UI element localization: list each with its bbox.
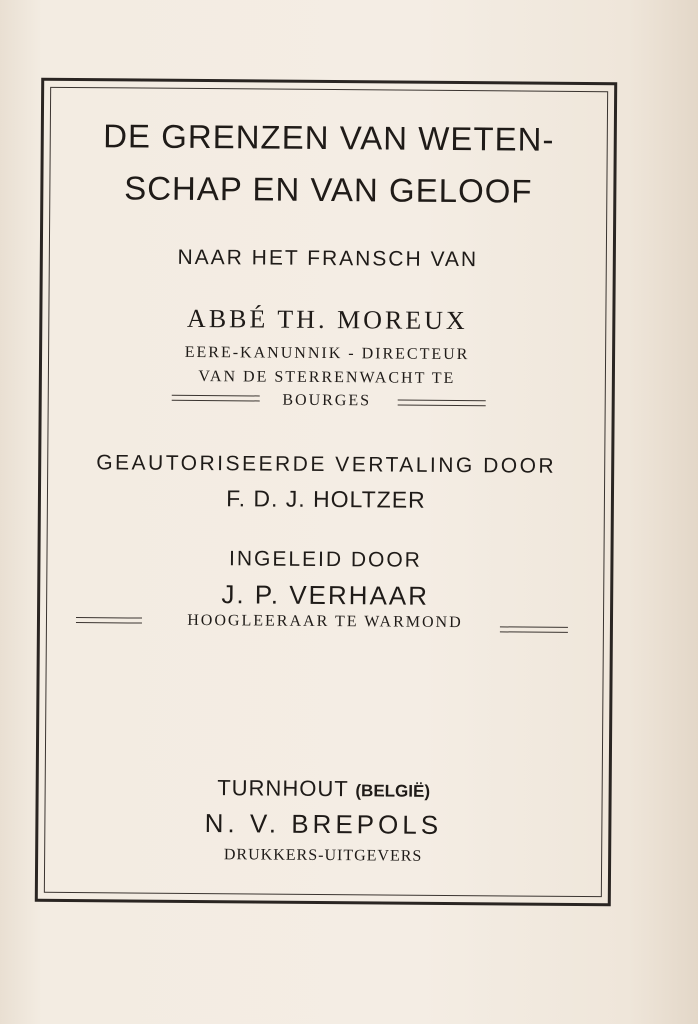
author-role-line-3: BOURGES xyxy=(282,391,372,410)
title-page-content xyxy=(38,81,614,903)
double-rule-right-2 xyxy=(500,626,568,633)
author-name: ABBÉ TH. MOREUX xyxy=(186,303,468,336)
author-role-line-1: EERE-KANUNNIK - DIRECTEUR xyxy=(184,343,470,364)
translator-name: F. D. J. HOLTZER xyxy=(226,485,426,513)
introducer-name: J. P. VERHAAR xyxy=(221,579,430,611)
book-title-line-2: SCHAP EN VAN GELOOF xyxy=(124,169,533,210)
book-title-line-1: DE GRENZEN VAN WETEN- xyxy=(103,117,555,158)
publisher-city: TURNHOUT xyxy=(217,775,349,802)
title-page-frame xyxy=(35,78,617,906)
publisher-name: N. V. BREPOLS xyxy=(204,808,443,840)
double-rule-right xyxy=(398,400,486,407)
introduction-intro: INGELEID DOOR xyxy=(228,547,422,572)
publisher-place xyxy=(39,774,609,804)
source-intro: NAAR HET FRANSCH VAN xyxy=(177,245,479,272)
author-role-line-2: VAN DE STERRENWACHT TE xyxy=(198,367,456,388)
publisher-role: DRUKKERS-UITGEVERS xyxy=(223,846,423,865)
translation-intro: GEAUTORISEERDE VERTALING DOOR xyxy=(96,451,557,478)
publisher-country: (BELGIË) xyxy=(355,781,431,801)
introducer-role: HOOGLEERAAR TE WARMOND xyxy=(187,611,463,632)
